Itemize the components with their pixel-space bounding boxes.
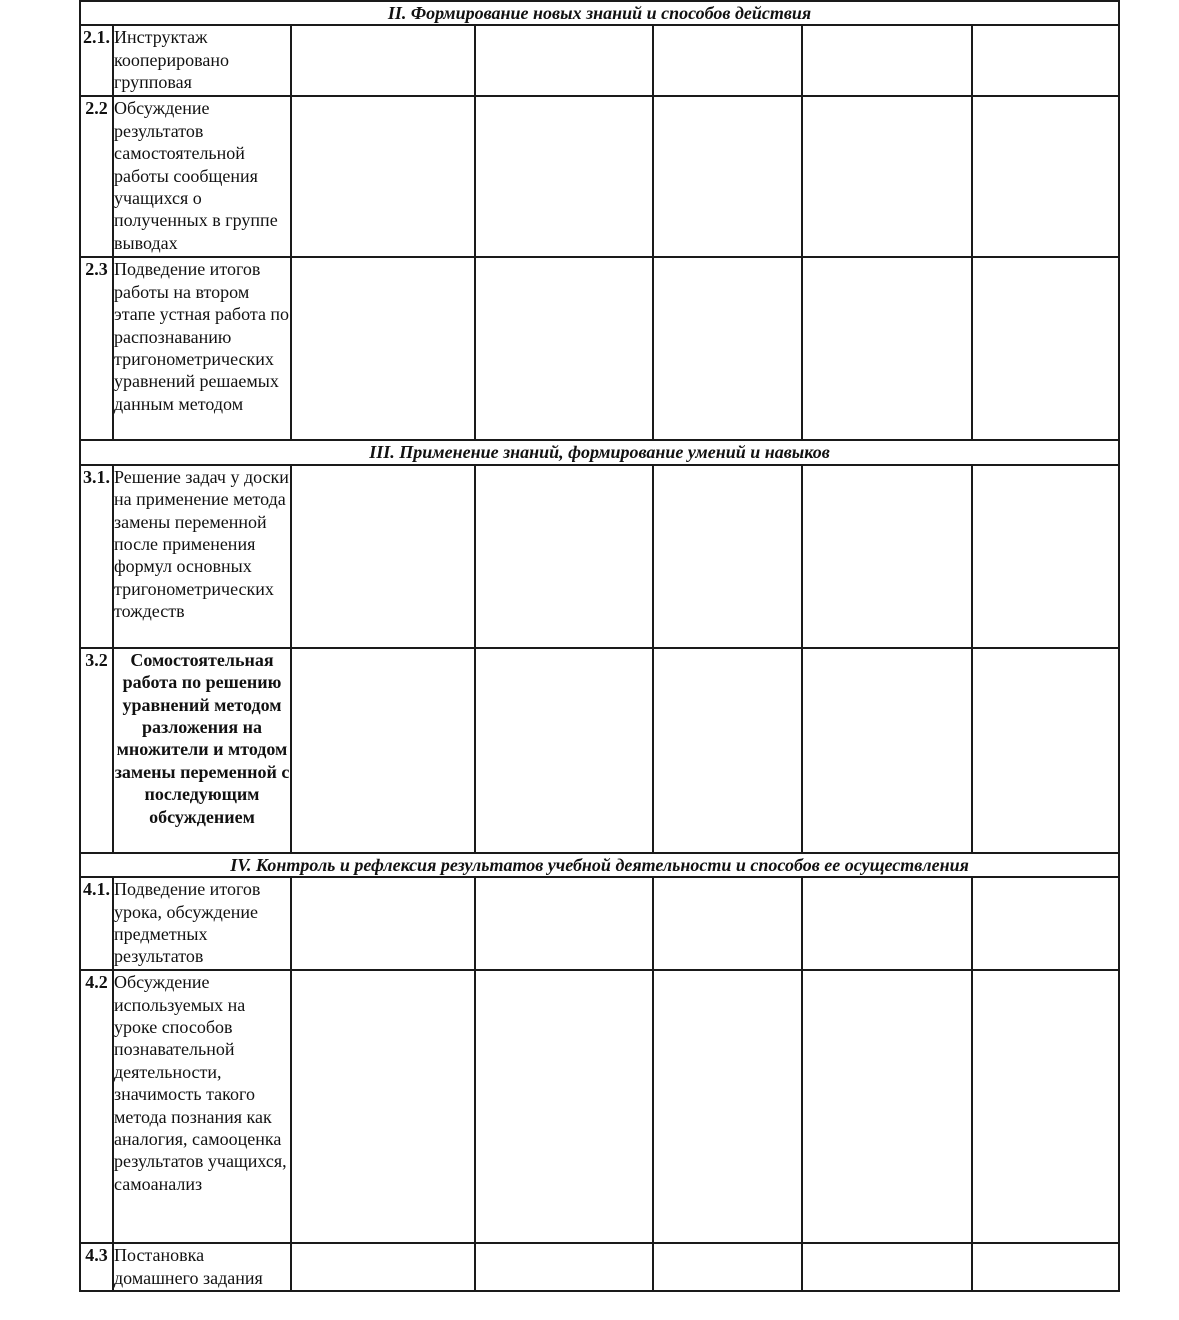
row-number: 2.3	[80, 257, 113, 440]
row-number: 3.1.	[80, 465, 113, 648]
empty-cell	[475, 970, 653, 1243]
table-row	[80, 648, 1119, 853]
empty-cell	[653, 465, 802, 648]
empty-cell	[653, 1243, 802, 1291]
empty-cell	[802, 25, 972, 96]
section-header-row	[80, 853, 1119, 877]
empty-cell	[475, 648, 653, 853]
row-number: 4.1.	[80, 877, 113, 970]
table-row	[80, 877, 1119, 970]
empty-cell	[802, 648, 972, 853]
row-number: 3.2	[80, 648, 113, 853]
table-row	[80, 465, 1119, 648]
empty-cell	[475, 96, 653, 257]
section-title: II. Формирование новых знаний и способов действия	[80, 1, 1119, 25]
empty-cell	[475, 25, 653, 96]
empty-cell	[291, 1243, 475, 1291]
row-number: 2.1.	[80, 25, 113, 96]
empty-cell	[802, 970, 972, 1243]
empty-cell	[475, 1243, 653, 1291]
row-description: Обсуждение результатов самостоятельной работы сообщения учащихся о полученных в группе выводах	[113, 96, 291, 257]
empty-cell	[653, 257, 802, 440]
empty-cell	[972, 25, 1119, 96]
empty-cell	[653, 96, 802, 257]
empty-cell	[291, 877, 475, 970]
table-row	[80, 1243, 1119, 1291]
row-description: Инструктаж кооперировано групповая	[113, 25, 291, 96]
empty-cell	[653, 25, 802, 96]
section-header-row	[80, 440, 1119, 464]
empty-cell	[653, 970, 802, 1243]
table-row	[80, 25, 1119, 96]
empty-cell	[653, 877, 802, 970]
empty-cell	[972, 465, 1119, 648]
empty-cell	[802, 877, 972, 970]
empty-cell	[802, 96, 972, 257]
row-number: 4.3	[80, 1243, 113, 1291]
empty-cell	[291, 96, 475, 257]
empty-cell	[802, 1243, 972, 1291]
empty-cell	[653, 648, 802, 853]
empty-cell	[972, 648, 1119, 853]
row-number: 2.2	[80, 96, 113, 257]
row-description: Подведение итогов работы на втором этапе устная работа по распознаванию тригонометрических уравнений решаемых данным методом	[113, 257, 291, 440]
empty-cell	[802, 257, 972, 440]
document-page	[79, 0, 1120, 1292]
row-description: Подведение итогов урока, обсуждение предметных результатов	[113, 877, 291, 970]
empty-cell	[475, 877, 653, 970]
row-description: Постановка домашнего задания	[113, 1243, 291, 1291]
table-row	[80, 970, 1119, 1243]
empty-cell	[972, 1243, 1119, 1291]
row-description: Решение задач у доски на применение метода замены переменной после применения формул основных тригонометрических тождеств	[113, 465, 291, 648]
table-row	[80, 257, 1119, 440]
empty-cell	[291, 465, 475, 648]
empty-cell	[802, 465, 972, 648]
empty-cell	[972, 970, 1119, 1243]
row-description: Обсуждение используемых на уроке способов познавательной деятельности, значимость такого метода познания как аналогия, самооценка результатов учащихся, самоанализ	[113, 970, 291, 1243]
section-title: III. Применение знаний, формирование умений и навыков	[80, 440, 1119, 464]
empty-cell	[475, 257, 653, 440]
empty-cell	[972, 257, 1119, 440]
section-title: IV. Контроль и рефлексия результатов учебной деятельности и способов ее осуществления	[80, 853, 1119, 877]
empty-cell	[972, 96, 1119, 257]
lesson-plan-table	[79, 0, 1120, 1292]
empty-cell	[291, 25, 475, 96]
row-number: 4.2	[80, 970, 113, 1243]
table-row	[80, 96, 1119, 257]
empty-cell	[475, 465, 653, 648]
empty-cell	[291, 970, 475, 1243]
row-description: Сомостоятельная работа по решению уравнений методом разложения на множители и мтодом замены переменной с последующим обсуждением	[113, 648, 291, 853]
empty-cell	[972, 877, 1119, 970]
section-header-row	[80, 1, 1119, 25]
empty-cell	[291, 648, 475, 853]
empty-cell	[291, 257, 475, 440]
